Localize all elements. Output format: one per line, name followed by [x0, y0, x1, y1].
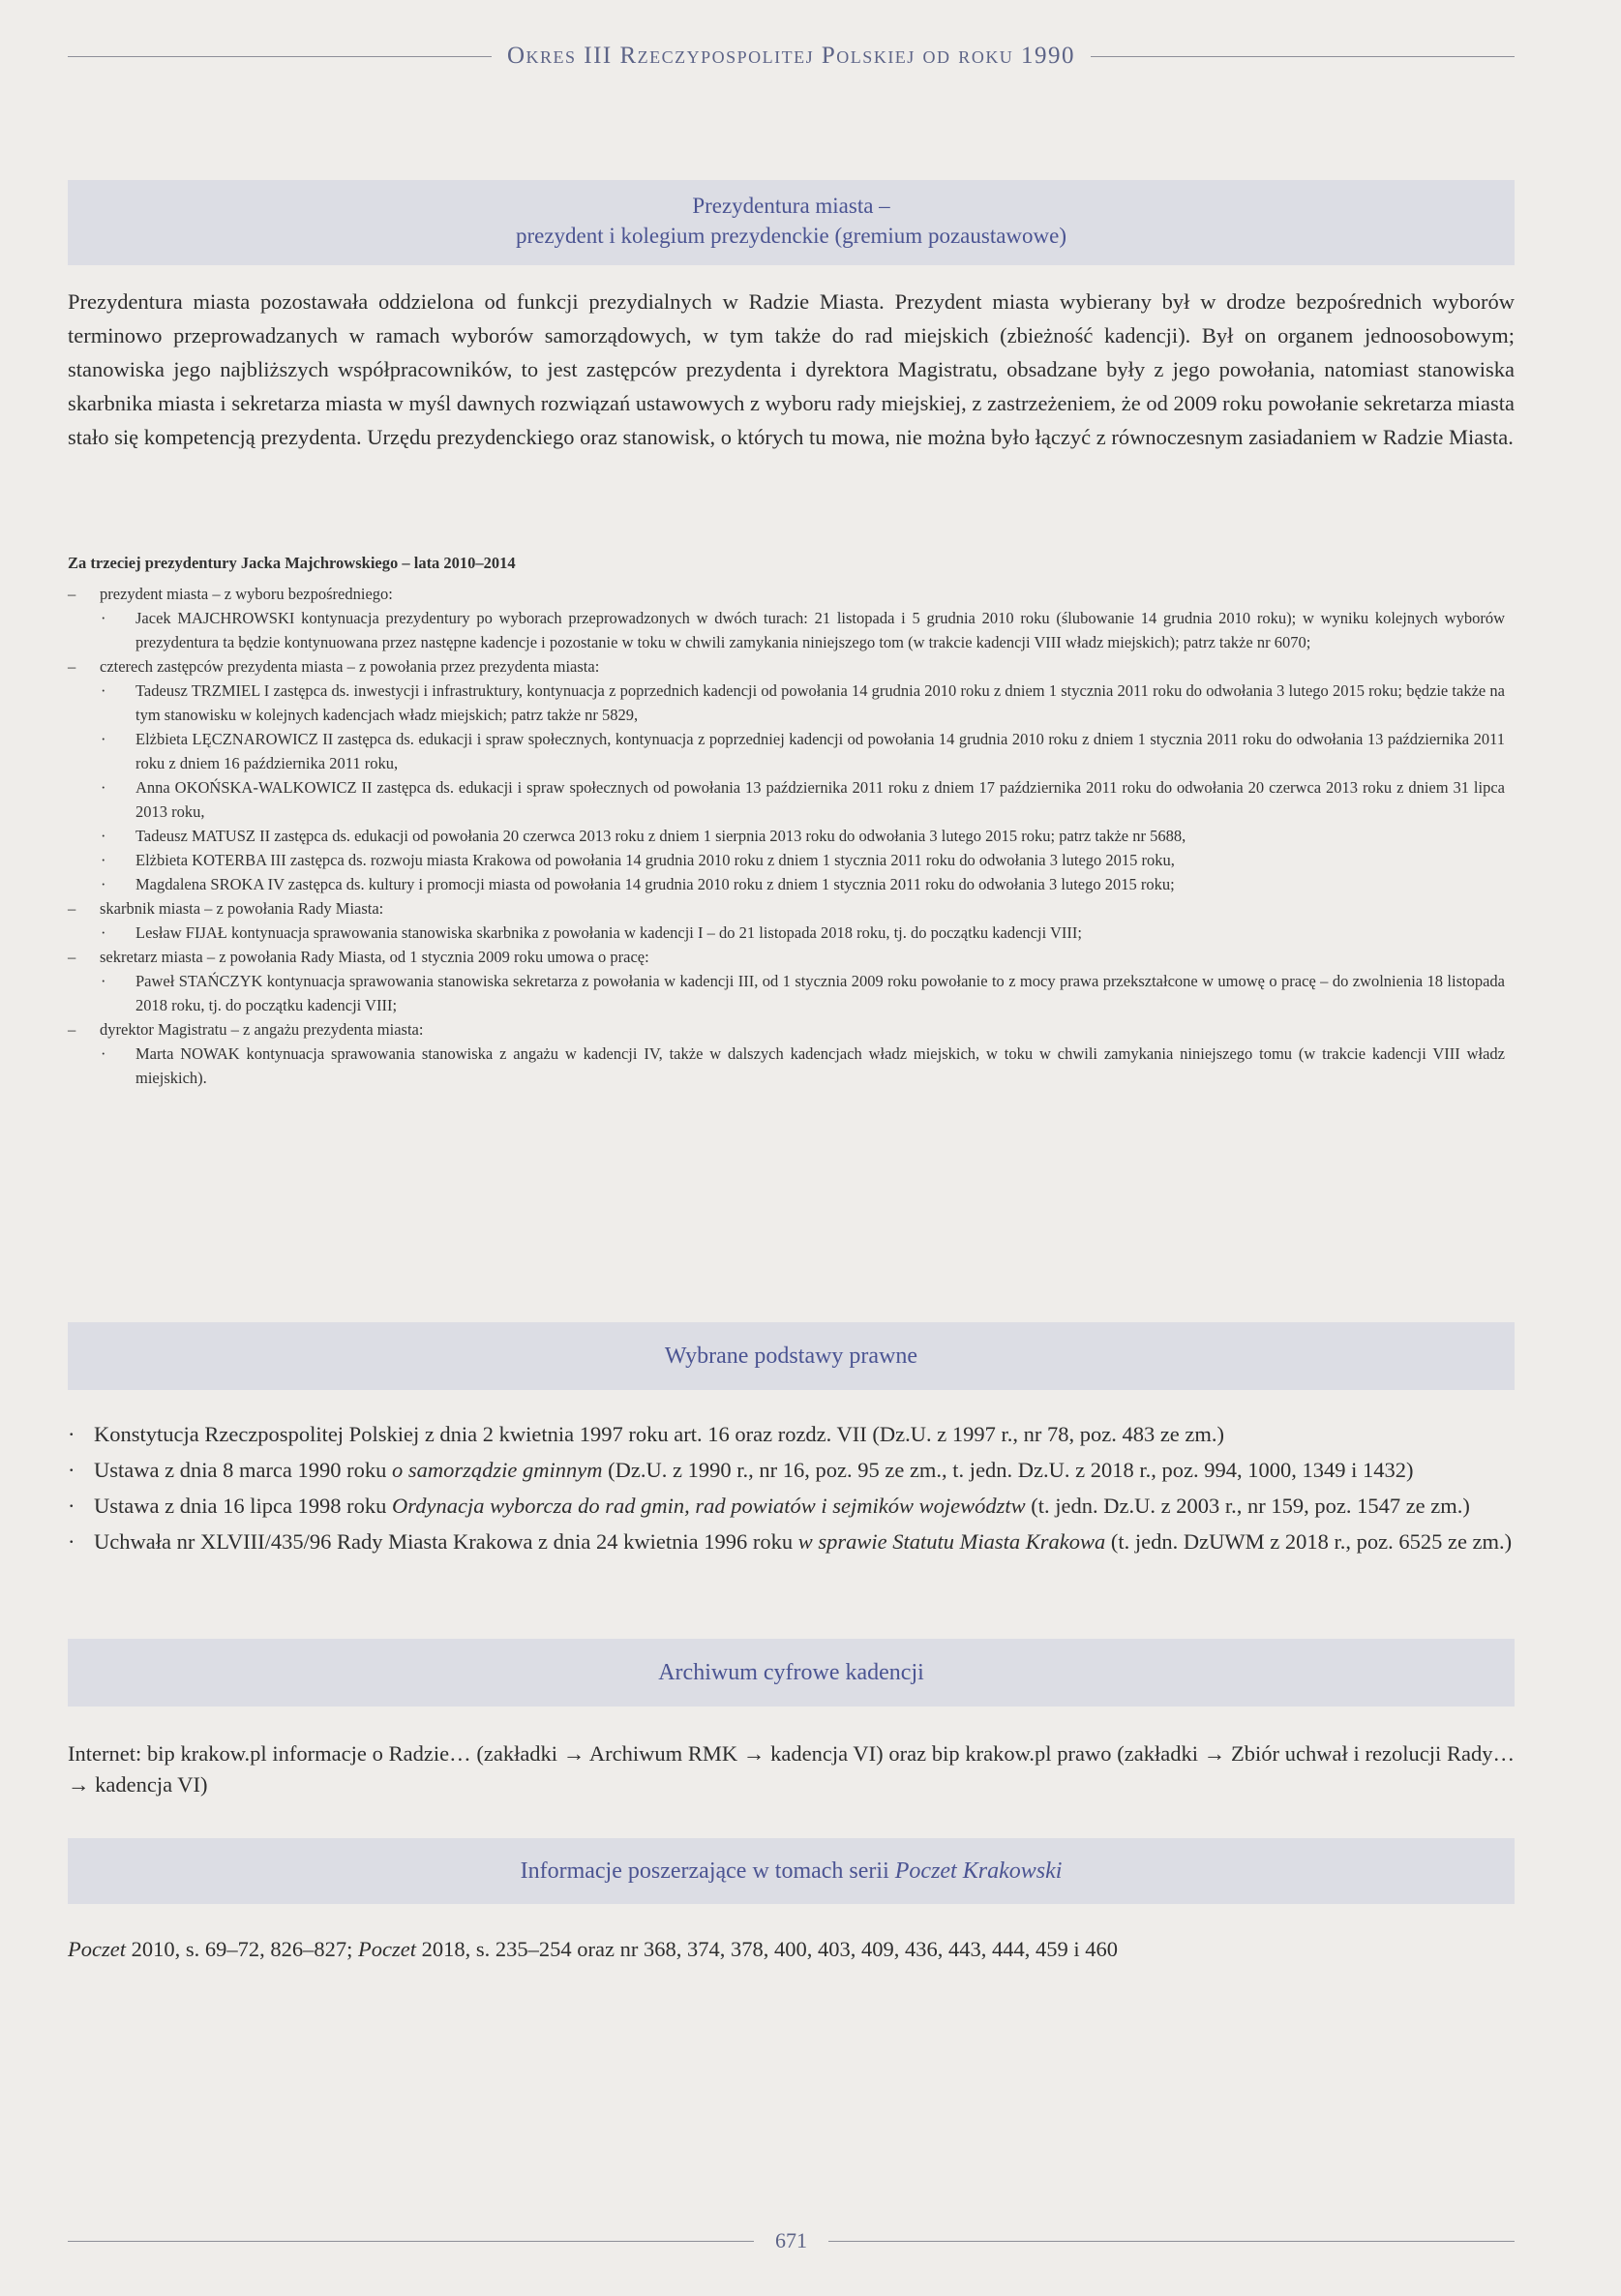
bullet-marker: · — [101, 778, 106, 797]
official-entry-text: Elżbieta LĘCZNAROWICZ II zastępca ds. edukacji i spraw społecznych, kontynuacja z poprzedniej kadencji od powołania 14 grudnia 2010 roku z dniem 1 stycznia 2011 roku do odwołania 13 października 2011 roku z dniem 16 października 2011 roku, — [135, 730, 1505, 772]
dash-marker: – — [68, 585, 76, 603]
term-heading: Za trzeciej prezydentury Jacka Majchrowskiego – lata 2010–2014 — [68, 554, 516, 572]
officials-group — [68, 896, 1515, 945]
group-label: dyrektor Magistratu – z angażu prezydenta miasta: — [100, 1020, 424, 1039]
page-number: 671 — [775, 2228, 807, 2252]
official-entry — [68, 921, 1515, 945]
official-entry — [68, 848, 1515, 872]
bullet-marker: · — [68, 1494, 75, 1518]
footer-rule-left — [68, 2241, 754, 2242]
further-info-paragraph — [68, 1934, 1515, 1965]
official-entry — [68, 1042, 1515, 1090]
bullet-marker: · — [68, 1529, 75, 1554]
section-heading-line2: prezydent i kolegium prezydenckie (gremium pozaustawowe) — [515, 224, 1067, 248]
legal-act-text: Uchwała nr XLVIII/435/96 Rady Miasta Krakowa z dnia 24 kwietnia 1996 roku — [94, 1529, 798, 1554]
poczet-ref-1-title: Poczet — [68, 1937, 126, 1961]
legal-act-text: Ustawa z dnia 8 marca 1990 roku — [94, 1458, 393, 1482]
officials-group — [68, 1017, 1515, 1090]
term-officials-list — [68, 551, 1515, 1090]
section-heading-further-info — [68, 1838, 1515, 1904]
section-heading-archive: Archiwum cyfrowe kadencji — [68, 1639, 1515, 1707]
legal-act-citation: (t. jedn. Dz.U. z 2003 r., nr 159, poz. 1547 ze zm.) — [1025, 1494, 1470, 1518]
bullet-marker: · — [101, 923, 106, 942]
officials-groups — [68, 582, 1515, 1090]
section-heading-presidency — [68, 180, 1515, 265]
official-entry-text: Marta NOWAK kontynuacja sprawowania stanowiska z angażu w kadencji IV, także w dalszych kadencjach władz miejskich, w toku w chwili zamykania niniejszego tomu (w trakcie kadencji VIII władz miejskich). — [135, 1044, 1505, 1087]
group-items — [100, 606, 1515, 654]
bullet-marker: · — [101, 730, 106, 748]
further-title-text: Informacje poszerzające w tomach serii — [520, 1858, 895, 1884]
footer-rule-right — [828, 2241, 1515, 2242]
bullet-marker: · — [68, 1458, 75, 1482]
legal-act-item — [68, 1455, 1515, 1486]
legal-act-title: w sprawie Statutu Miasta Krakowa — [797, 1529, 1106, 1554]
legal-act-text: Ustawa z dnia 16 lipca 1998 roku — [94, 1494, 393, 1518]
bullet-marker: · — [101, 681, 106, 700]
group-label: prezydent miasta – z wyboru bezpośredniego: — [100, 585, 393, 603]
legal-act-citation: (Dz.U. z 1990 r., nr 16, poz. 95 ze zm., t. jedn. Dz.U. z 2018 r., poz. 994, 1000, 1349 i 1432) — [602, 1458, 1414, 1482]
poczet-ref-2-title: Poczet — [358, 1937, 416, 1961]
bullet-marker: · — [101, 1044, 106, 1063]
official-entry — [68, 824, 1515, 848]
officials-group — [68, 582, 1515, 654]
further-title-series: Poczet Krakowski — [894, 1858, 1063, 1884]
poczet-ref-2-pages: 2018, s. 235–254 oraz nr 368, 374, 378, 400, 403, 409, 436, 443, 444, 459 i 460 — [415, 1937, 1118, 1961]
official-entry-text: Paweł STAŃCZYK kontynuacja sprawowania stanowiska sekretarza z powołania w kadencji III, od 1 stycznia 2009 roku powołanie to z mocy prawa przekształcone w umowę o pracę – do zwolnienia 18 listopada 2018 roku, tj. do początku kadencji VIII; — [135, 972, 1505, 1014]
bullet-marker: · — [101, 972, 106, 990]
legal-act-title: o samorządzie gminnym — [392, 1458, 603, 1482]
dash-marker: – — [68, 899, 76, 918]
bullet-marker: · — [101, 875, 106, 893]
official-entry — [68, 606, 1515, 654]
official-entry — [68, 727, 1515, 775]
group-items — [100, 679, 1515, 896]
legal-act-title: Ordynacja wyborcza do rad gmin, rad powiatów i sejmików województw — [392, 1494, 1026, 1518]
official-entry-text: Elżbieta KOTERBA III zastępca ds. rozwoju miasta Krakowa od powołania 14 grudnia 2010 roku z dniem 1 stycznia 2011 roku do odwołania 3 lutego 2015 roku, — [135, 851, 1175, 869]
legal-basis-list — [68, 1419, 1515, 1562]
bullet-marker: · — [101, 851, 106, 869]
group-label: sekretarz miasta – z powołania Rady Miasta, od 1 stycznia 2009 roku umowa o pracę: — [100, 948, 649, 966]
bullet-marker: · — [101, 827, 106, 845]
group-label: czterech zastępców prezydenta miasta – z powołania przez prezydenta miasta: — [100, 657, 600, 676]
dash-marker: – — [68, 657, 76, 676]
legal-act-item — [68, 1526, 1515, 1557]
archive-paragraph: Internet: bip krakow.pl informacje o Radzie… (zakładki → Archiwum RMK → kadencja VI) oraz bip krakow.pl prawo (zakładki → Zbiór uchwał i rezolucji Rady… → kadencja VI) — [68, 1741, 1515, 1797]
legal-act-item — [68, 1491, 1515, 1522]
official-entry-text: Magdalena SROKA IV zastępca ds. kultury i promocji miasta od powołania 14 grudnia 2010 roku z dniem 1 stycznia 2011 roku do odwołania 3 lutego 2015 roku; — [135, 875, 1175, 893]
presidency-paragraph: Prezydentura miasta pozostawała oddzielona od funkcji prezydialnych w Radzie Miasta. Prezydent miasta wybierany był w drodze bezpośrednich wyborów terminowo przeprowadzanych w ramach wyborów samorządowych, w tym także do rad miejskich (zbieżność kadencji). Był on organem jednoosobowym; stanowiska jego najbliższych współpracowników, to jest zastępców prezydenta i dyrektora Magistratu, obsadzane były z jego powołania, natomiast stanowiska skarbnika miasta i sekretarza miasta w myśl dawnych rozwiązań ustawowych z wyboru rady miejskiej, z zastrzeżeniem, że od 2009 roku powołanie sekretarza miasta stało się kompetencją prezydenta. Urzędu prezydenckiego oraz stanowisk, o których tu mowa, nie można było łączyć z równoczesnym zasiadaniem w Radzie Miasta. — [68, 289, 1515, 449]
bullet-marker: · — [68, 1422, 75, 1446]
header-rule-left — [68, 56, 492, 57]
official-entry — [68, 775, 1515, 824]
bullet-marker: · — [101, 609, 106, 627]
official-entry — [68, 679, 1515, 727]
officials-group — [68, 945, 1515, 1017]
group-items — [100, 969, 1515, 1017]
official-entry-text: Jacek MAJCHROWSKI kontynuacja prezydentury po wyborach przeprowadzonych w dwóch turach: 21 listopada i 5 grudnia 2010 roku (ślubowanie 14 grudnia 2010 roku); w wyniku kolejnych wyborów prezydentura ta będzie kontynuowana przez następne kadencje i pozostanie w toku w chwili zamykania niniejszego tom (w trakcie kadencji VIII władz miejskich); patrz także nr 6070; — [135, 609, 1505, 651]
official-entry — [68, 872, 1515, 896]
legal-act-text: Konstytucja Rzeczpospolitej Polskiej z dnia 2 kwietnia 1997 roku art. 16 oraz rozdz. VII (Dz.U. z 1997 r., nr 78, poz. 483 ze zm.) — [94, 1422, 1225, 1446]
section-heading-line1: Prezydentura miasta – — [692, 194, 890, 218]
dash-marker: – — [68, 1020, 76, 1039]
header-rule-right — [1091, 56, 1515, 57]
page-footer — [68, 2228, 1515, 2253]
officials-group — [68, 654, 1515, 896]
official-entry-text: Anna OKOŃSKA-WALKOWICZ II zastępca ds. edukacji i spraw społecznych od powołania 13 października 2011 roku z dniem 17 października 2011 roku do odwołania 20 czerwca 2013 roku z dniem 31 lipca 2013 roku, — [135, 778, 1505, 821]
group-items — [100, 1042, 1515, 1090]
poczet-ref-1-pages: 2010, s. 69–72, 826–827; — [125, 1937, 358, 1961]
official-entry-text: Lesław FIJAŁ kontynuacja sprawowania stanowiska skarbnika z powołania w kadencji I – do 21 listopada 2018 roku, tj. do początku kadencji VIII; — [135, 923, 1082, 942]
dash-marker: – — [68, 948, 76, 966]
official-entry-text: Tadeusz MATUSZ II zastępca ds. edukacji od powołania 20 czerwca 2013 roku z dniem 1 sierpnia 2013 roku do odwołania 3 lutego 2015 roku; patrz także nr 5688, — [135, 827, 1186, 845]
group-label: skarbnik miasta – z powołania Rady Miasta: — [100, 899, 384, 918]
official-entry — [68, 969, 1515, 1017]
running-head-title: Okres III Rzeczypospolitej Polskiej od roku 1990 — [506, 43, 1076, 69]
section-heading-legal: Wybrane podstawy prawne — [68, 1322, 1515, 1390]
official-entry-text: Tadeusz TRZMIEL I zastępca ds. inwestycji i infrastruktury, kontynuacja z poprzednich kadencji od powołania 14 grudnia 2010 roku z dniem 1 stycznia 2011 roku do odwołania 3 lutego 2015 roku; będzie także na tym stanowisku w kolejnych kadencjach władz miejskich; patrz także nr 5829, — [135, 681, 1505, 724]
running-head — [68, 43, 1515, 70]
group-items — [100, 921, 1515, 945]
legal-act-citation: (t. jedn. DzUWM z 2018 r., poz. 6525 ze zm.) — [1105, 1529, 1513, 1554]
legal-act-item — [68, 1419, 1515, 1450]
